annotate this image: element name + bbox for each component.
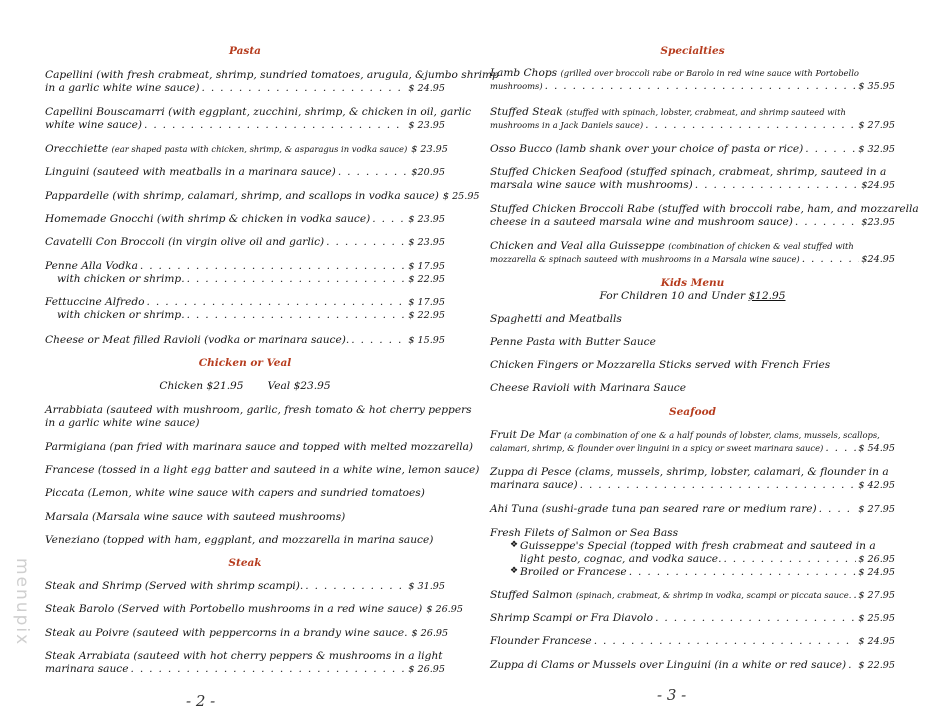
kids-menu-subtitle: For Children 10 and Under $12.95 [599,290,786,302]
page-number-left: - 2 - [186,692,216,710]
seafood-heading: Seafood [669,406,716,418]
menu-item: Francese (tossed in a light egg batter and sauteed in a white wine, lemon sauce) [45,464,480,476]
menu-item: Linguini (sauteed with meatballs in a marinara sauce) . . . $20.95 [45,166,445,179]
menu-item: Shrimp Scampi or Fra Diavolo . . . $ 25.95 [490,612,895,625]
menu-item: Cheese Ravioli with Marinara Sauce [490,382,686,394]
specialties-heading: Specialties [660,45,725,57]
menu-item: Steak Arrabiata (sauteed with hot cherry peppers & mushrooms in a light marinara sauce . . . $ 26.95 [45,650,445,676]
menu-item: Capellini (with fresh crabmeat, shrimp, sundried tomatoes, arugula, &jumbo shrimp in a garlic white wine sauce) . . . $ 24.95 [45,69,445,95]
menu-item: Steak Barolo (Served with Portobello mushrooms in a red wine sauce) $ 26.95 [45,603,463,615]
menu-item: Cavatelli Con Broccoli (in virgin olive oil and garlic) . . . $ 23.95 [45,236,445,249]
menu-item: Marsala (Marsala wine sauce with sauteed mushrooms) [45,511,346,523]
menu-item: Stuffed Salmon (spinach, crabmeat, & shrimp in vodka, scampi or piccata sauce. . . . $ 27.95 [490,589,895,602]
menu-item: Stuffed Steak (stuffed with spinach, lobster, crabmeat, and shrimp sauteed with mushrooms in a Jack Daniels sauce) . . . $ 27.95 [490,106,895,132]
menu-item: Fruit De Mar (a combination of one & a half pounds of lobster, clams, mussels, scallops, calamari, shrimp, & flounder over linguini in a spicy or sweet marinara sauce) . . . $ 54.95 [490,429,895,455]
menu-item: Stuffed Chicken Seafood (stuffed spinach, crabmeat, shrimp, sauteed in a marsala wine sauce with mushrooms) . . . $24.95 [490,166,895,192]
menu-item: Chicken and Veal alla Guisseppe (combination of chicken & veal stuffed with mozzarella & spinach sauteed with mushrooms in a Marsala wine sauce) . . . $24.95 [490,240,895,266]
menu-item: Veneziano (topped with ham, eggplant, and mozzarella in marina sauce) [45,534,434,546]
steak-heading: Steak [228,557,262,569]
menu-item: Zuppa di Clams or Mussels over Linguini (in a white or red sauce) . . . $ 22.95 [490,659,895,672]
menu-item: Homemade Gnocchi (with shrimp & chicken in vodka sauce) . . . $ 23.95 [45,213,445,226]
bullet-icon: ❖ [510,566,519,576]
menu-item: Chicken Fingers or Mozzarella Sticks served with French Fries [490,359,831,371]
menu-item: Penne Alla Vodka . . . $ 17.95 with chicken or shrimp. . . . $ 22.95 [45,260,445,286]
menu-item: Arrabbiata (sauteed with mushroom, garlic, fresh tomato & hot cherry peppers in a garlic white wine sauce) [45,404,472,429]
menu-item: Ahi Tuna (sushi-grade tuna pan seared rare or medium rare) . . . $ 27.95 [490,503,895,516]
menu-item: Stuffed Chicken Broccoli Rabe (stuffed with broccoli rabe, ham, and mozzarella cheese in a sauteed marsala wine and mushroom sauce) . . . $23.95 [490,203,895,229]
menu-item: Flounder Francese . . . $ 24.95 [490,635,895,648]
chicken-veal-prices: Chicken $21.95 Veal $23.95 [159,380,331,392]
page-number-right: - 3 - [657,686,687,704]
pasta-heading: Pasta [229,45,261,57]
menu-item: Fettuccine Alfredo . . . $ 17.95 with chicken or shrimp. . . . $ 22.95 [45,296,445,322]
menu-item: Steak au Poivre (sauteed with peppercorns in a brandy wine sauce. $ 26.95 [45,627,449,639]
menu-item: Orecchiette (ear shaped pasta with chicken, shrimp, & asparagus in vodka sauce) $ 23.95 [45,143,448,155]
menu-item: Fresh Filets of Salmon or Sea Bass ❖ Guisseppe's Special (topped with fresh crabmeat and sauteed in a light pesto, cognac, and vodka sauce. . . . $ 26.95 ❖ Broiled or Francese . . . $ 24.95 [490,527,895,579]
menu-item: Penne Pasta with Butter Sauce [490,336,656,348]
chicken-veal-heading: Chicken or Veal [198,357,292,369]
kids-menu-heading: Kids Menu [660,277,725,289]
menu-item: Cheese or Meat filled Ravioli (vodka or marinara sauce). . . . $ 15.95 [45,334,445,347]
menu-item: Zuppa di Pesce (clams, mussels, shrimp, lobster, calamari, & flounder in a marinara sauce) . . . $ 42.95 [490,466,895,492]
menu-item: Parmigiana (pan fried with marinara sauce and topped with melted mozzarella) [45,441,474,453]
bullet-icon: ❖ [510,540,519,550]
menu-item: Lamb Chops (grilled over broccoli rabe or Barolo in red wine sauce with Portobello mushrooms) . . . $ 35.95 [490,67,895,93]
menu-item: Piccata (Lemon, white wine sauce with capers and sundried tomatoes) [45,487,425,499]
menu-item: Pappardelle (with shrimp, calamari, shrimp, and scallops in vodka sauce) $ 25.95 [45,190,480,202]
watermark: menupix [12,558,32,647]
menu-item: Steak and Shrimp (Served with shrimp scampi). . . . $ 31.95 [45,580,445,593]
menu-item: Spaghetti and Meatballs [490,313,622,325]
menu-item: Capellini Bouscamarri (with eggplant, zucchini, shrimp, & chicken in oil, garlic white wine sauce) . . . $ 23.95 [45,106,445,132]
menu-item: Osso Bucco (lamb shank over your choice of pasta or rice) . . . $ 32.95 [490,143,895,156]
